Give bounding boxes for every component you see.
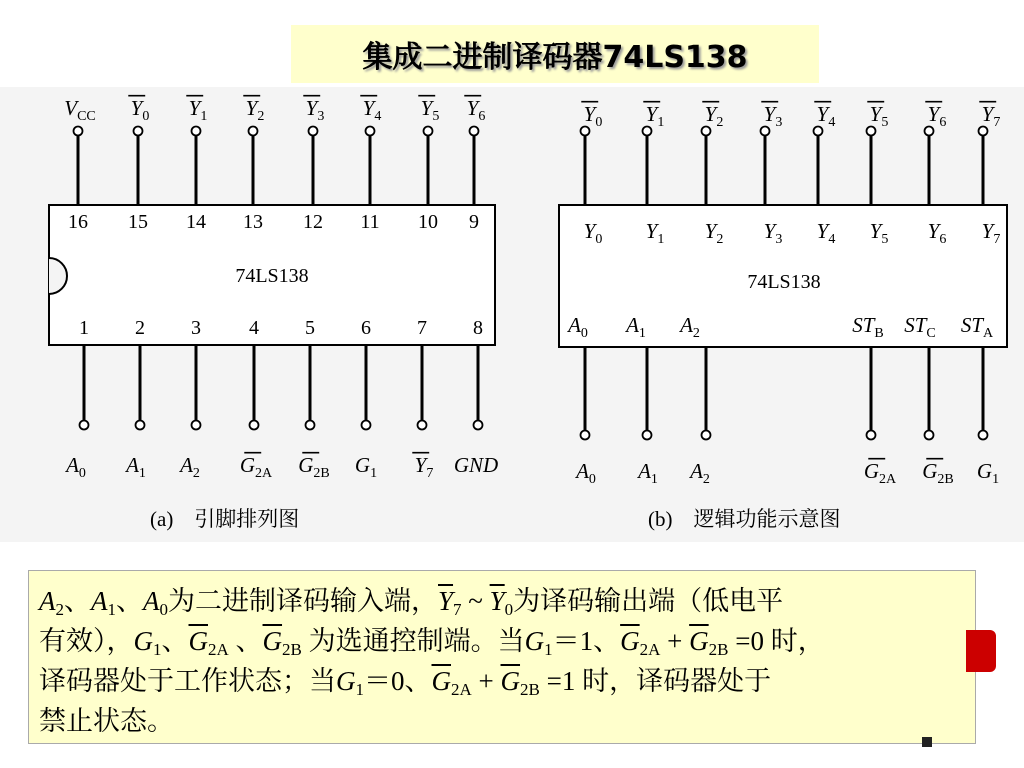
input-label-1: $A_1$ [638,459,658,487]
chip-a-label: 74LS138 [235,265,309,287]
text-run: =1 时，译码器处于 [539,666,772,696]
pin-label-15: $Y_0$ [130,96,150,124]
pin-9-terminal [470,127,479,136]
sym-a2: A [39,586,56,616]
sym-g2a: $\overline{G}$ [431,666,451,696]
pin-11-terminal [366,127,375,136]
inner-input-3: $ST_B$ [852,313,884,341]
inner-output-y0: $Y_0$ [583,219,603,247]
pin-4-terminal [250,421,259,430]
text-run: ＝0、 [364,666,432,696]
sym-g2b: $\overline{G}$ [689,626,709,656]
output-y1-terminal [643,127,652,136]
sym-g1-sub: 1 [544,640,553,659]
pin-label-10: $Y_5$ [420,96,440,124]
sym-g2a-sub: 2A [451,680,472,699]
text-run: 为二进制译码输入端， [168,586,438,616]
pin-label-6: $G_1$ [354,453,378,481]
slide-title: 集成二进制译码器74LS138 [291,25,819,83]
pin-number-11: 11 [360,211,380,233]
input-label-5: $G_1$ [976,459,1000,487]
output-y2-terminal [702,127,711,136]
description-box [28,570,976,744]
inner-input-0: $A_0$ [568,313,588,341]
pin-number-9: 9 [469,211,479,233]
input-0-terminal [581,431,590,440]
pin-number-14: 14 [186,211,206,233]
pin-10-terminal [424,127,433,136]
sym-y0-sub: 0 [504,600,514,619]
pin-number-13: 13 [243,211,263,233]
text-run: 为译码输出端（低电平 [513,586,784,616]
output-label-y6: $Y_6$ [927,102,947,130]
input-5-terminal [979,431,988,440]
sym-g2b-sub: 2B [520,680,540,699]
inner-input-5: $ST_A$ [960,313,994,341]
pin-number-7: 7 [417,317,427,339]
caption-a: (a) 引脚排列图 [150,507,300,531]
pin-number-16: 16 [68,211,88,233]
pin-number-1: 1 [79,317,89,339]
pin-label-13: $Y_2$ [245,96,265,124]
inner-output-y2: $Y_2$ [704,219,724,247]
pin-label-7: $Y_7$ [414,453,434,481]
chip-b-label: 74LS138 [747,271,821,293]
pin-number-10: 10 [418,211,438,233]
output-label-y5: $Y_5$ [869,102,889,130]
sym-a2-sub: 2 [55,600,64,619]
sep: 、 [161,626,189,656]
sym-g2b-sub: 2B [282,640,302,659]
pin-label-12: $Y_3$ [305,96,325,124]
sep: 、 [64,586,91,616]
description-line-4 [39,699,174,738]
sym-g2b-sub: 2B [708,640,729,659]
output-label-y1: $Y_1$ [645,102,665,130]
pin-2-terminal [136,421,145,430]
pin-12-terminal [309,127,318,136]
text-run: 禁止状态。 [39,706,174,736]
plus: + [660,626,690,656]
sym-g2a-sub: 2A [208,640,229,659]
pin-label-2: $A_1$ [126,453,146,481]
input-label-4: $G_{2B}$ [922,459,954,487]
description-line-2 [39,619,825,660]
sym-g2a-sub: 2A [639,640,661,659]
output-y7-terminal [979,127,988,136]
pin-number-12: 12 [303,211,323,233]
pin-label-14: $Y_1$ [188,96,208,124]
sym-g1-sub: 1 [355,680,364,699]
output-label-y7: $Y_7$ [981,102,1001,130]
text-run: 有效）， [39,626,134,656]
pin-label-9: $Y_6$ [466,96,486,124]
pin-16-terminal [74,127,83,136]
output-label-y0: $Y_0$ [583,102,603,130]
pin-13-terminal [249,127,258,136]
input-1-terminal [643,431,652,440]
pin-7-terminal [418,421,427,430]
sym-g2b: $\overline{G}$ [262,626,283,656]
sym-y7-sub: 7 [453,600,462,619]
pin-label-11: $Y_4$ [362,96,382,124]
sym-a0: A [143,586,160,616]
input-2-terminal [702,431,711,440]
sym-g1: G [336,666,356,696]
sym-a0-sub: 0 [159,600,168,619]
input-4-terminal [925,431,934,440]
text-run: =0 时， [728,626,825,656]
output-y3-terminal [761,127,770,136]
pin-number-4: 4 [249,317,259,339]
pin-number-3: 3 [191,317,201,339]
sym-y0: $\overline{Y}$ [489,586,505,616]
output-label-y3: $Y_3$ [763,102,783,130]
pin-number-2: 2 [135,317,145,339]
output-y6-terminal [925,127,934,136]
inner-input-1: $A_1$ [626,313,646,341]
sym-a1-sub: 1 [107,600,116,619]
tilde: ~ [461,586,490,616]
output-label-y2: $Y_2$ [704,102,724,130]
pin-6-terminal [362,421,371,430]
sym-g2b: $\overline{G}$ [500,666,521,696]
sym-g2a: $\overline{G}$ [620,626,640,656]
inner-output-y3: $Y_3$ [763,219,783,247]
description-line-3 [39,659,771,700]
output-y5-terminal [867,127,876,136]
plus: + [471,666,501,696]
pin-label-8: GND [453,453,499,477]
sym-y7: $\overline{Y}$ [438,586,454,616]
sep: 、 [228,626,263,656]
sym-g1: G [133,626,153,656]
pin-label-3: $A_2$ [180,453,200,481]
pin-number-8: 8 [473,317,483,339]
input-label-2: $A_2$ [690,459,710,487]
inner-output-y7: $Y_7$ [981,219,1001,247]
pin-8-terminal [474,421,483,430]
pin-label-1: $A_0$ [66,453,86,481]
input-label-3: $G_{2A}$ [863,459,897,487]
sym-g2a: $\overline{G}$ [188,626,208,656]
decorative-red-tab [966,630,996,672]
description-line-1 [39,579,783,620]
text-run: ＝1、 [552,626,621,656]
pin-number-5: 5 [305,317,315,339]
sym-g1-sub: 1 [153,640,162,659]
pin-label-4: $G_{2A}$ [239,453,273,481]
pin-5-terminal [306,421,315,430]
text-run: 为选通控制端。当 [301,626,525,656]
inner-output-y1: $Y_1$ [645,219,665,247]
text-run: 译码器处于工作状态；当 [39,666,336,696]
pin-1-terminal [80,421,89,430]
output-y4-terminal [814,127,823,136]
output-label-y4: $Y_4$ [816,102,836,130]
pin-label-16: $V_{CC}$ [64,96,96,124]
caption-b: (b) 逻辑功能示意图 [648,507,841,531]
input-3-terminal [867,431,876,440]
sym-g1: G [524,626,545,656]
pin-3-terminal [192,421,201,430]
inner-output-y6: $Y_6$ [927,219,947,247]
pin-14-terminal [192,127,201,136]
pin-number-15: 15 [128,211,148,233]
inner-output-y5: $Y_5$ [869,219,889,247]
decorative-mark [922,737,932,747]
pin-15-terminal [134,127,143,136]
sep: 、 [116,586,143,616]
inner-input-4: $ST_C$ [904,313,936,341]
output-y0-terminal [581,127,590,136]
inner-input-2: $A_2$ [680,313,700,341]
input-label-0: $A_0$ [576,459,596,487]
sym-a1: A [91,586,108,616]
inner-output-y4: $Y_4$ [816,219,836,247]
pin-label-5: $G_{2B}$ [298,453,330,481]
pin-number-6: 6 [361,317,371,339]
